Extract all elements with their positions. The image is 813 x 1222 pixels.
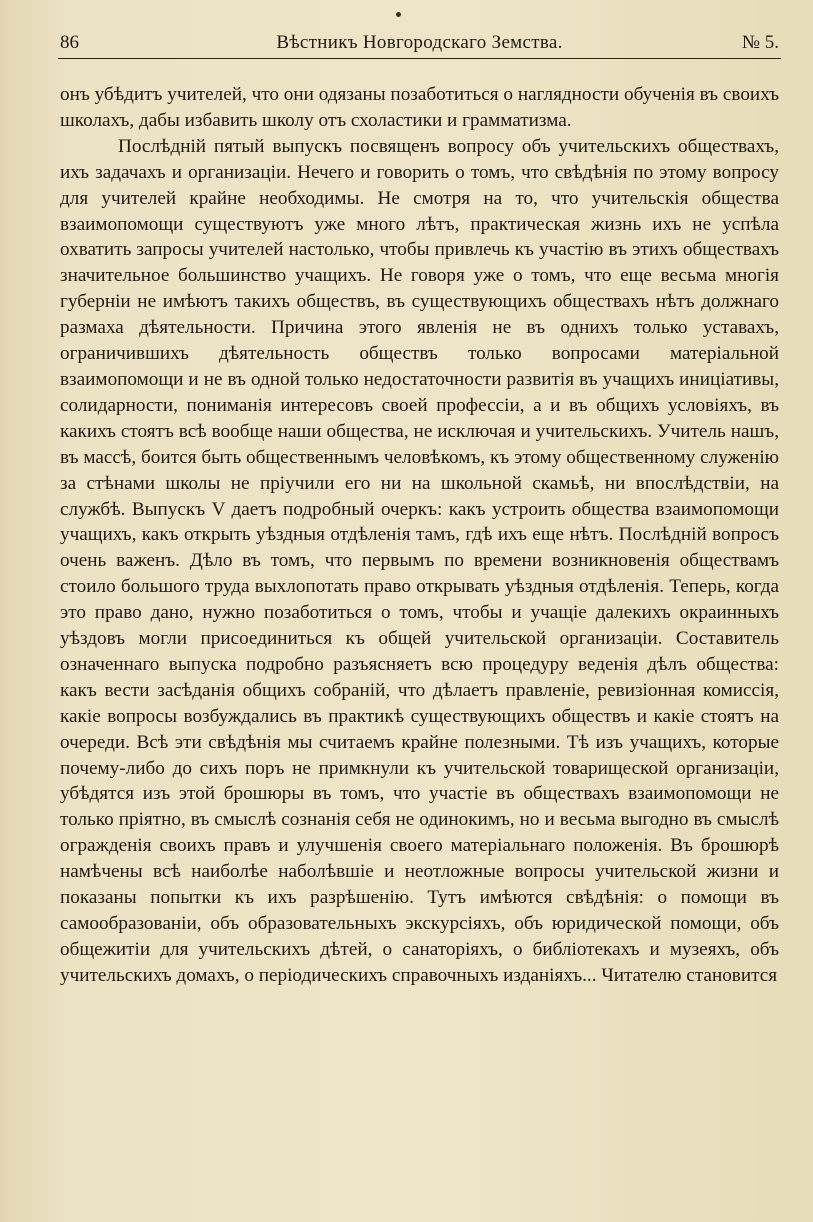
body-text [60,82,779,989]
journal-title: Вѣстникъ Новгородскаго Земства. [276,32,563,53]
page-header [60,30,779,56]
paragraph: Послѣдній пятый выпускъ посвященъ вопросу объ учительскихъ обществахъ, ихъ задачахъ и организаціи. Нечего и говорить о томъ, что свѣдѣнія по этому вопросу для учителей крайне необходимы. Не смотря на то, что учительскія общества взаимопомощи существуютъ уже много лѣтъ, практическая жизнь ихъ не успѣла охватить запросы учителей настолько, чтобы привлечь къ участію въ этихъ обществахъ значительное большинство учащихъ. Не говоря уже о томъ, что еще весьма многія губерніи не имѣютъ такихъ обществъ, въ существующихъ обществахъ нѣтъ должнаго размаха дѣятельности. Причина этого явленія не въ однихъ только уставахъ, ограничившихъ дѣятельность обществъ только вопросами матеріальной взаимопомощи и не въ одной только недостаточности развитія въ учащихъ иниціативы, солидарности, пониманія интересовъ своей профессіи, а и въ общихъ условіяхъ, въ какихъ стоятъ всѣ вообще наши общества, не исключая и учительскихъ. Учитель нашъ, въ массѣ, боится быть общественнымъ человѣкомъ, къ этому общественному служенію за стѣнами школы не пріучили его ни на школьной скамьѣ, ни впослѣдствіи, на службѣ. Выпускъ V даетъ подробный очеркъ: какъ устроить общества взаимопомощи учащихъ, какъ открыть уѣздныя отдѣленія тамъ, гдѣ ихъ еще нѣтъ. Послѣдній вопросъ очень важенъ. Дѣло въ томъ, что первымъ по времени возникновенія обществамъ стоило большого труда выхлопотать право открывать уѣздныя отдѣленія. Теперь, когда это право дано, нужно позаботиться о томъ, чтобы и учащіе далекихъ окраинныхъ уѣздовъ могли присоединиться къ общей учительской организаціи. Составитель означеннаго выпуска подробно разъясняетъ всю процедуру веденія дѣлъ общества: какъ вести засѣданія общихъ собраній, что дѣлаетъ правленіе, ревизіонная комиссія, какіе вопросы возбуждались въ практикѣ существующихъ обществъ и какіе стоятъ на очереди. Всѣ эти свѣдѣнія мы считаемъ крайне полезными. Тѣ изъ учащихъ, которые почему-либо до сихъ поръ не примкнули къ учительской товарищеской организаціи, убѣдятся изъ этой брошюры въ томъ, что участіе въ обществахъ взаимопомощи не только пріятно, въ смыслѣ сознанія себя не одинокимъ, но и весьма выгодно въ смыслѣ огражденія своихъ правъ и улучшенія своего матеріальнаго положенія. Въ брошюрѣ намѣчены всѣ наиболѣе наболѣвшіе и неотложные вопросы учительской жизни и показаны попытки къ ихъ разрѣшенію. Тутъ имѣются свѣдѣнія: о помощи въ самообразованіи, объ образовательныхъ экскурсіяхъ, объ юридической помощи, объ общежитіи для учительскихъ дѣтей, о санаторіяхъ, о библіотекахъ и музеяхъ, объ учительскихъ домахъ, о періодическихъ справочныхъ изданіяхъ... Читателю становится [60,135,779,986]
page-number: 86 [60,32,79,53]
header-rule [58,58,781,59]
paragraph-continued: онъ убѣдитъ учителей, что они одязаны позаботиться о наглядности обученія въ своихъ школахъ, дабы избавить школу отъ схоластики и грамматизма. [60,84,779,131]
ink-speck [396,12,401,17]
issue-number: № 5. [741,32,779,53]
